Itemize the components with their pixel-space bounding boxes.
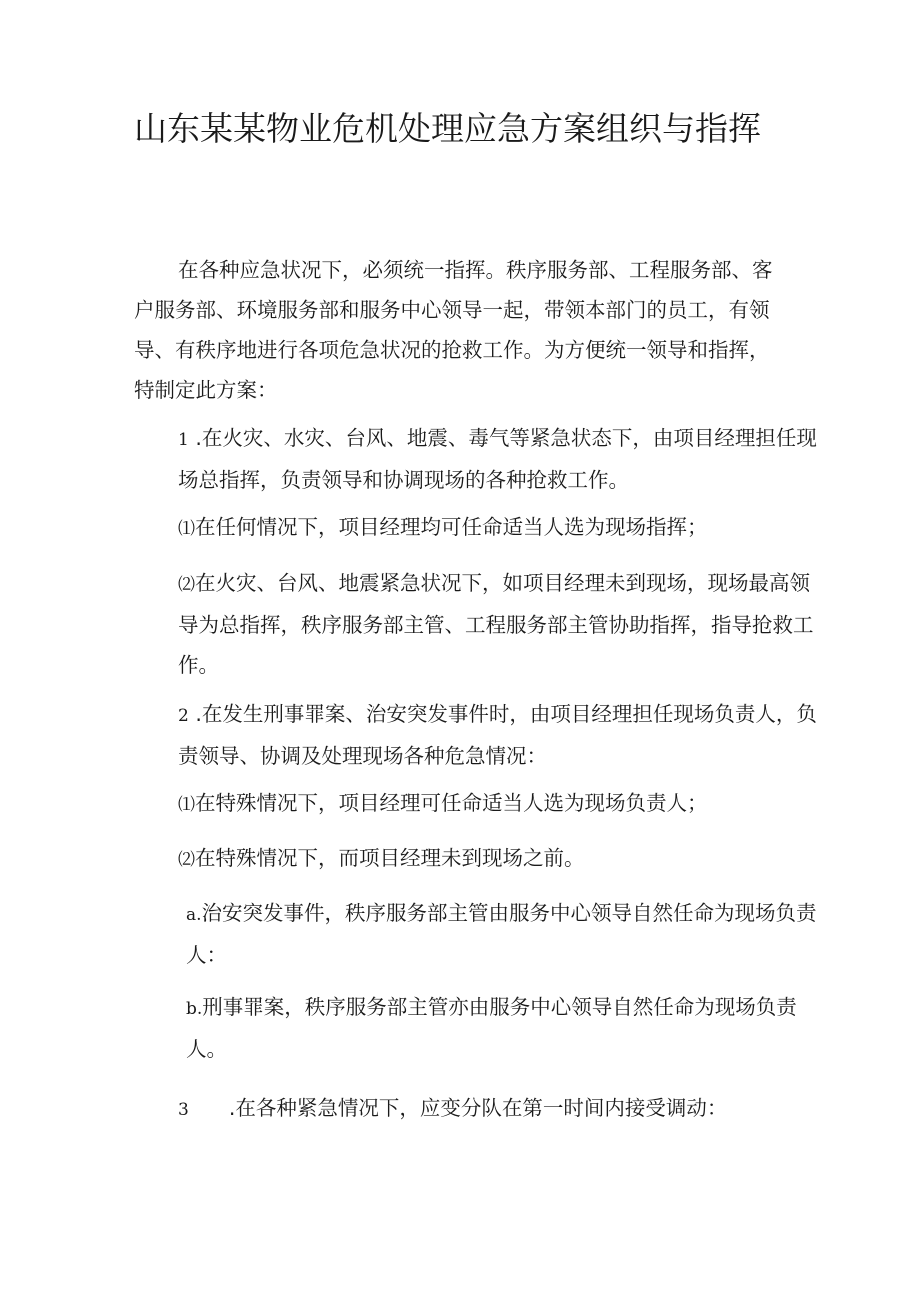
- item-2-1-marker: ⑴: [178, 795, 195, 815]
- item-2-2-text: 在特殊情况下，而项目经理未到现场之前。: [195, 846, 585, 870]
- item-2-marker: 2: [178, 706, 189, 726]
- item-2-1-paragraph: [134, 783, 828, 825]
- item-1-1-paragraph: [134, 507, 828, 549]
- item-3-marker: 3: [178, 1100, 189, 1120]
- item-3-text: .在各种紧急情况下，应变分队在第一时间内接受调动：: [228, 1096, 728, 1120]
- item-2-2-b-text: 刑事罪案，秩序服务部主管亦由服务中心领导自然任命为现场负责人。: [186, 995, 797, 1061]
- item-2-2-b-marker: b.: [186, 999, 203, 1019]
- item-1-2-marker: ⑵: [178, 575, 195, 595]
- item-2-2-b-paragraph: [134, 987, 836, 1069]
- item-2-paragraph: [134, 694, 828, 776]
- item-1-text: .在火灾、水灾、台风、地震、毒气等紧急状态下，由项目经理担任现场总指挥，负责领导和协调现场的各种抢救工作。: [178, 426, 817, 492]
- document-title: 山东某某物业危机处理应急方案组织与指挥: [134, 109, 761, 148]
- item-1-2-paragraph: [134, 563, 828, 685]
- item-2-text: .在发生刑事罪案、治安突发事件时，由项目经理担任现场负责人，负责领导、协调及处理现场各种危急情况：: [178, 702, 817, 768]
- item-1-paragraph: [134, 418, 828, 500]
- item-2-1-text: 在特殊情况下，项目经理可任命适当人选为现场负责人；: [195, 791, 708, 815]
- item-1-2-text: 在火灾、台风、地震紧急状况下，如项目经理未到现场，现场最高领导为总指挥，秩序服务部主管、工程服务部主管协助指挥，指导抢救工作。: [178, 571, 814, 677]
- item-1-1-text: 在任何情况下，项目经理均可任命适当人选为现场指挥；: [195, 515, 708, 539]
- item-1-marker: 1: [178, 430, 189, 450]
- item-2-2-paragraph: [134, 838, 828, 880]
- item-1-1-marker: ⑴: [178, 519, 195, 539]
- item-2-2-a-paragraph: [134, 893, 836, 975]
- item-2-2-marker: ⑵: [178, 850, 195, 870]
- item-3-paragraph: [134, 1088, 828, 1130]
- item-2-2-a-text: 治安突发事件，秩序服务部主管由服务中心领导自然任命为现场负责人：: [186, 901, 817, 967]
- item-2-2-a-marker: a.: [186, 905, 202, 925]
- intro-paragraph: 在各种应急状况下，必须统一指挥。秩序服务部、工程服务部、客户服务部、环境服务部和服务中心领导一起，带领本部门的员工，有领导、有秩序地进行各项危急状况的抢救工作。为方便统一领导和指挥，特制定此方案：: [134, 258, 773, 402]
